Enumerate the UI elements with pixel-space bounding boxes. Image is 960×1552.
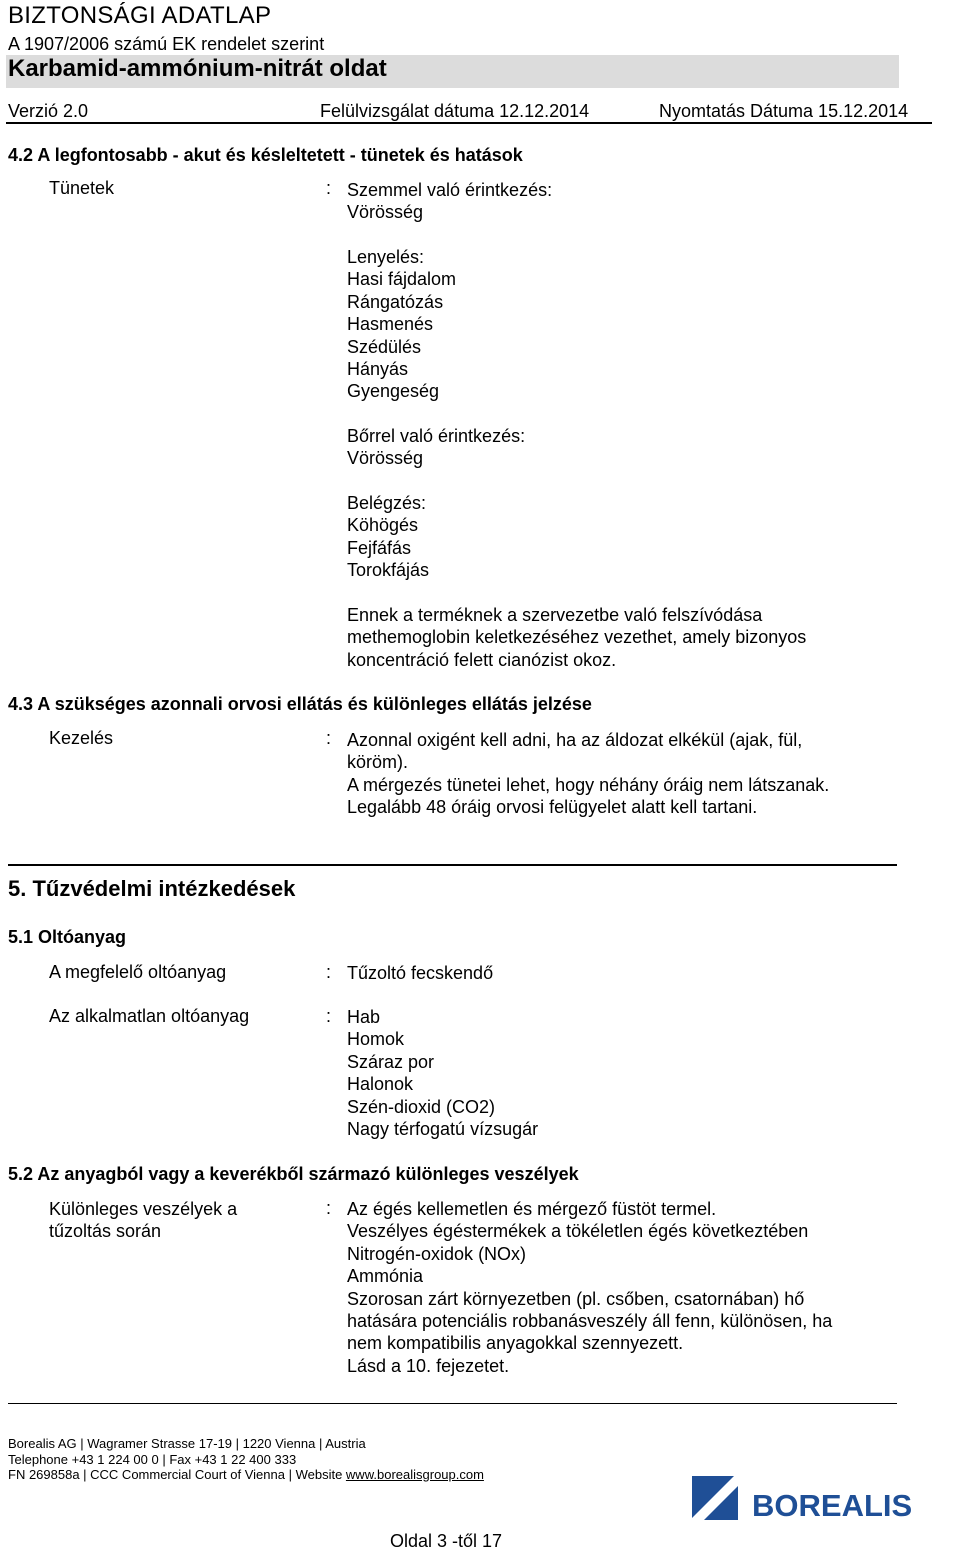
inhalation-symptom: Fejfáfás — [347, 537, 412, 558]
section-4-2-heading: 4.2 A legfontosabb - akut és késleltetett - tünetek és hatások — [8, 145, 523, 165]
section-5-1-heading: 5.1 Oltóanyag — [8, 927, 127, 947]
special-hazards-label-line: tűzoltás során — [49, 1221, 162, 1242]
ingestion-symptom: Szédülés — [347, 336, 422, 357]
special-hazards-text — [347, 1198, 887, 1377]
symptoms-note — [347, 604, 887, 671]
treatment-label: Kezelés — [49, 728, 114, 748]
note-line: Ennek a terméknek a szervezetbe való felszívódása — [347, 605, 763, 625]
note-line: koncentráció felett cianózist okoz. — [347, 649, 617, 670]
ingestion-symptom: Hányás — [347, 359, 409, 380]
unsuitable-media-item: Homok — [347, 1029, 405, 1050]
special-hazards-line: Nitrogén-oxidok (NOx) — [347, 1243, 527, 1264]
borealis-logo-text: BOREALIS — [752, 1488, 913, 1523]
unsuitable-media-item: Nagy térfogatú vízsugár — [347, 1119, 539, 1140]
symptoms-inhalation — [347, 492, 887, 582]
suitable-media-label: A megfelelő oltóanyag — [49, 962, 227, 982]
section-5-heading: 5. Tűzvédelmi intézkedések — [8, 876, 296, 901]
special-hazards-line: Szorosan zárt környezetben (pl. csőben, csatornában) hő — [347, 1288, 805, 1309]
borealis-mark-icon — [692, 1476, 738, 1520]
treatment-line: köröm). — [347, 752, 409, 773]
unsuitable-media-item: Száraz por — [347, 1051, 435, 1072]
special-hazards-line: Lásd a 10. fejezetet. — [347, 1355, 510, 1376]
eye-contact-heading: Szemmel való érintkezés: — [347, 180, 553, 200]
section-4-3-heading: 4.3 A szükséges azonnali orvosi ellátás és különleges ellátás jelzése — [8, 694, 592, 714]
symptoms-eye-contact — [347, 179, 887, 224]
treatment-line: A mérgezés tünetei lehet, hogy néhány óráig nem látszanak. — [347, 774, 830, 795]
unsuitable-media-label: Az alkalmatlan oltóanyag — [49, 1006, 250, 1026]
treatment-line: Legalább 48 óráig orvosi felügyelet alatt kell tartani. — [347, 797, 758, 818]
ingestion-heading: Lenyelés: — [347, 247, 425, 267]
revision-date: Felülvizsgálat dátuma 12.12.2014 — [320, 101, 590, 121]
suitable-media-value: Tűzoltó fecskendő — [347, 963, 494, 983]
inhalation-heading: Belégzés: — [347, 493, 427, 513]
symptoms-label: Tünetek — [49, 178, 115, 198]
treatment-line: Azonnal oxigént kell adni, ha az áldozat elkékül (ajak, fül, — [347, 730, 803, 750]
website-link[interactable]: www.borealisgroup.com — [345, 1467, 484, 1482]
inhalation-symptom: Torokfájás — [347, 560, 430, 581]
borealis-logo — [690, 1474, 954, 1524]
page-number: Oldal 3 -től 17 — [390, 1531, 503, 1551]
unsuitable-media-list — [347, 1006, 887, 1140]
print-date: Nyomtatás Dátuma 15.12.2014 — [659, 101, 909, 121]
note-line: methemoglobin keletkezéséhez vezethet, amely bizonyos — [347, 627, 807, 648]
unsuitable-media-colon: : — [326, 1006, 332, 1026]
special-hazards-line: hatására potenciális robbanásveszély áll fenn, különösen, ha — [347, 1311, 833, 1332]
symptoms-ingestion — [347, 246, 887, 403]
ingestion-symptom: Hasmenés — [347, 314, 434, 335]
skin-contact-symptom: Vörösség — [347, 448, 424, 469]
product-name: Karbamid-ammónium-nitrát oldat — [8, 55, 387, 82]
ingestion-symptom: Gyengeség — [347, 381, 440, 402]
special-hazards-label-line: Különleges veszélyek a — [49, 1199, 238, 1219]
footer-address: Borealis AG | Wagramer Strasse 17-19 | 1220 Vienna | Austria — [8, 1436, 366, 1451]
suitable-media-colon: : — [326, 962, 332, 982]
footer-registration-text: FN 269858a | CCC Commercial Court of Vienna | Website — [8, 1467, 346, 1482]
footer-registration — [8, 1467, 484, 1482]
skin-contact-heading: Bőrrel való érintkezés: — [347, 426, 526, 446]
special-hazards-line: Az égés kellemetlen és mérgező füstöt termel. — [347, 1199, 717, 1219]
eye-contact-symptom: Vörösség — [347, 202, 424, 223]
regulation-reference: A 1907/2006 számú EK rendelet szerint — [8, 34, 325, 54]
special-hazards-line: nem kompatibilis anyagokkal szennyezett. — [347, 1333, 684, 1354]
section-5-divider — [8, 864, 897, 866]
unsuitable-media-item: Halonok — [347, 1074, 414, 1095]
ingestion-symptom: Rángatózás — [347, 291, 444, 312]
footer-phone: Telephone +43 1 224 00 0 | Fax +43 1 22 400 333 — [8, 1452, 297, 1467]
inhalation-symptom: Köhögés — [347, 515, 419, 536]
unsuitable-media-item: Szén-dioxid (CO2) — [347, 1096, 496, 1117]
symptoms-colon: : — [326, 178, 332, 198]
document-title: BIZTONSÁGI ADATLAP — [8, 2, 272, 29]
version: Verzió 2.0 — [8, 101, 89, 121]
footer-divider — [8, 1403, 897, 1404]
special-hazards-colon: : — [326, 1198, 332, 1218]
treatment-text — [347, 729, 887, 819]
symptoms-skin-contact — [347, 425, 887, 470]
treatment-colon: : — [326, 728, 332, 748]
ingestion-symptom: Hasi fájdalom — [347, 269, 457, 290]
unsuitable-media-item: Hab — [347, 1007, 381, 1027]
header-divider — [6, 122, 932, 124]
special-hazards-line: Veszélyes égéstermékek a tökéletlen égés következtében — [347, 1221, 809, 1242]
special-hazards-label — [49, 1198, 237, 1243]
section-5-2-heading: 5.2 Az anyagból vagy a keverékből származó különleges veszélyek — [8, 1164, 579, 1184]
special-hazards-line: Ammónia — [347, 1266, 424, 1287]
